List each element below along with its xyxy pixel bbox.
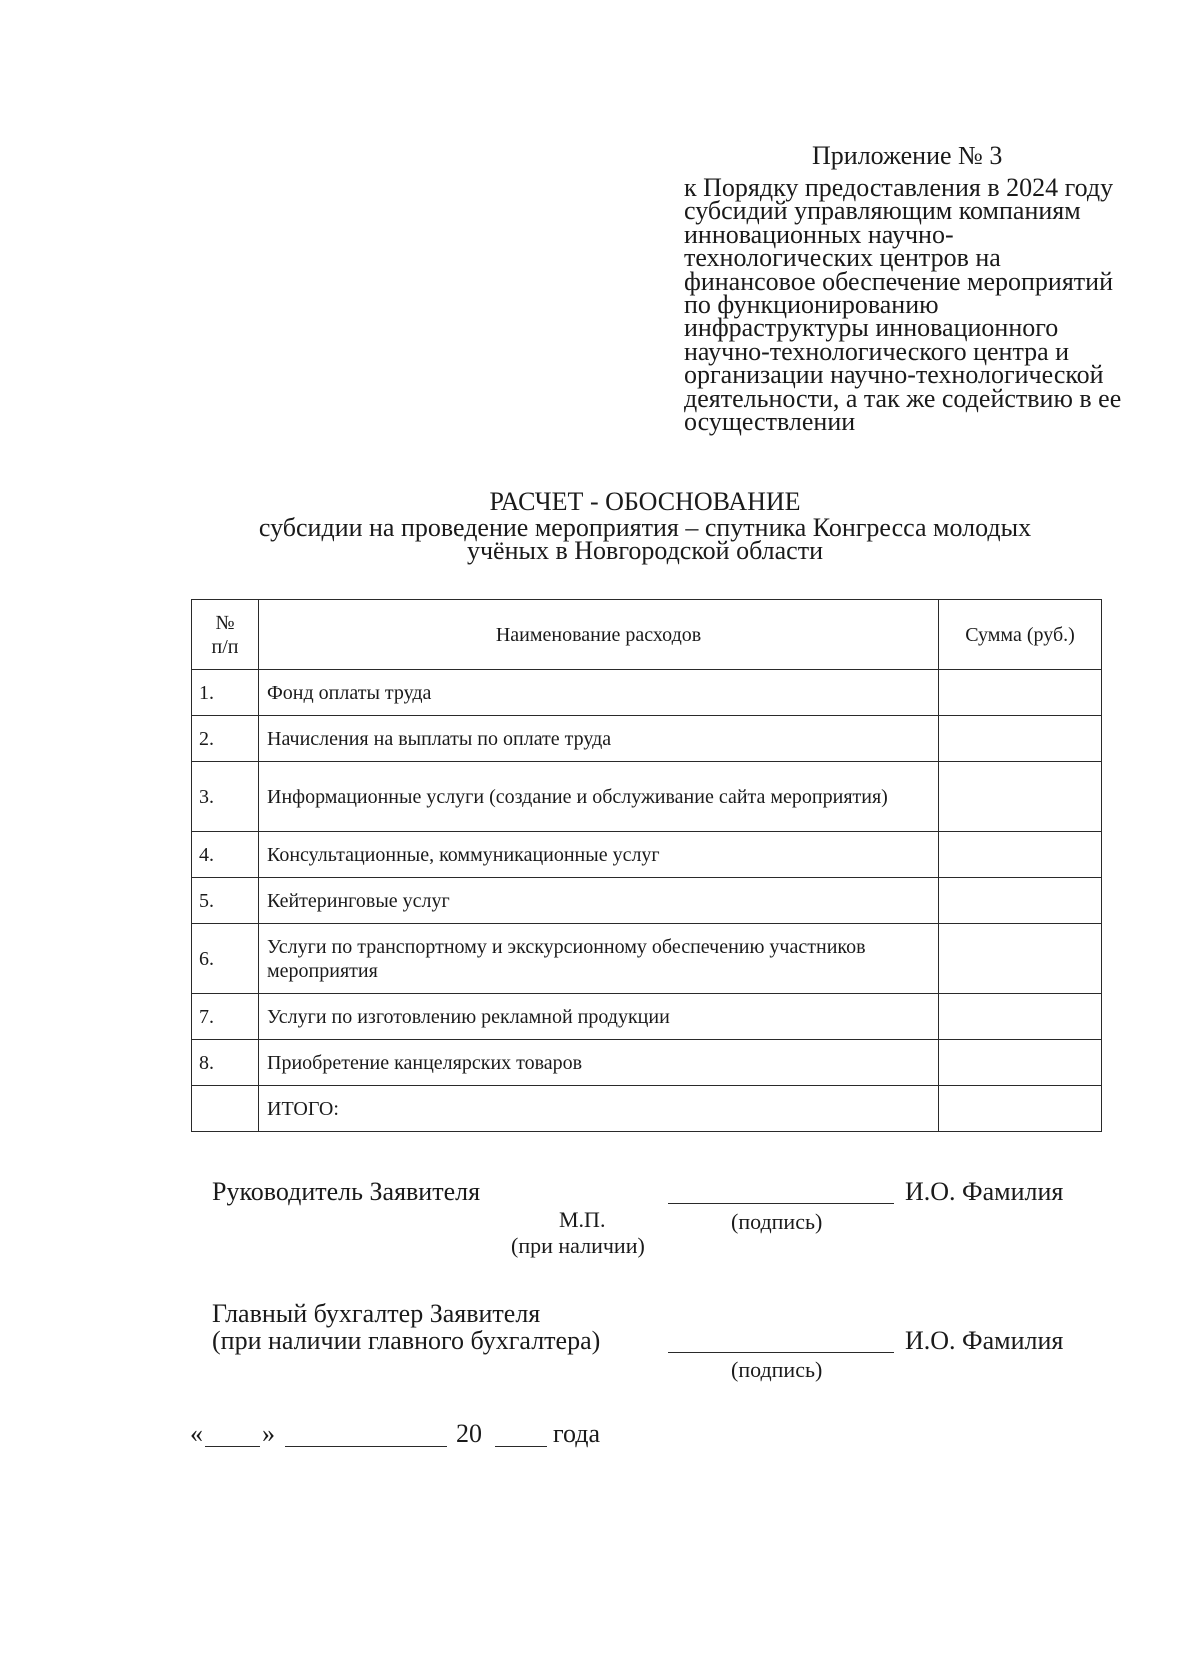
expense-sum — [939, 994, 1102, 1040]
appendix-line: технологических центров на — [684, 243, 1001, 273]
expense-table — [191, 599, 1102, 1132]
expense-sum — [939, 832, 1102, 878]
col-header-name: Наименование расходов — [259, 600, 939, 670]
accountant-label-note: (при наличии главного бухгалтера) — [212, 1326, 601, 1355]
date-month-line — [285, 1446, 447, 1447]
date-year-line — [495, 1446, 547, 1447]
row-number: 1. — [192, 670, 259, 716]
expense-name: Услуги по транспортному и экскурсионному обеспечению участников мероприятия — [259, 924, 939, 994]
appendix-line: финансовое обеспечение мероприятий — [684, 266, 1113, 296]
table-row — [192, 924, 1102, 994]
stamp-note: (при наличии) — [511, 1233, 645, 1258]
expense-name: Консультационные, коммуникационные услуг — [259, 832, 939, 878]
col-number-symbol: № — [215, 611, 235, 634]
accountant-name: И.О. Фамилия — [905, 1326, 1064, 1355]
expense-sum — [939, 878, 1102, 924]
col-number-abbrev: п/п — [211, 635, 239, 658]
appendix-description — [684, 173, 1164, 437]
row-number: 6. — [192, 924, 259, 994]
appendix-line: инфраструктуры инновационного — [684, 313, 1059, 343]
subtitle-line-2: учёных в Новгородской области — [466, 536, 823, 565]
appendix-line: по функционированию — [684, 290, 939, 320]
appendix-line: организации научно-технологической — [684, 360, 1104, 390]
row-number: 7. — [192, 994, 259, 1040]
document-subtitle — [230, 513, 1060, 565]
head-name: И.О. Фамилия — [905, 1177, 1064, 1206]
appendix-line: к Порядку предоставления в 2024 году — [684, 173, 1114, 202]
appendix-line: субсидий управляющим компаниям — [684, 196, 1081, 226]
row-number: 5. — [192, 878, 259, 924]
row-number — [192, 1086, 259, 1132]
expense-sum — [939, 1086, 1102, 1132]
date-open-quote: « — [190, 1419, 203, 1448]
expense-sum — [939, 1040, 1102, 1086]
expense-sum — [939, 716, 1102, 762]
table-total-row — [192, 1086, 1102, 1132]
accountant-signature-line — [668, 1352, 894, 1353]
date-century: 20 — [456, 1419, 482, 1448]
col-header-sum: Сумма (руб.) — [939, 600, 1102, 670]
row-number: 3. — [192, 762, 259, 832]
accountant-signature-caption: (подпись) — [731, 1357, 823, 1382]
head-signature-caption: (подпись) — [731, 1209, 823, 1234]
table-header-row — [192, 600, 1102, 670]
table-row — [192, 716, 1102, 762]
table-row — [192, 832, 1102, 878]
table-row — [192, 878, 1102, 924]
expense-name: Приобретение канцелярских товаров — [259, 1040, 939, 1086]
table-row — [192, 670, 1102, 716]
accountant-label: Главный бухгалтер Заявителя — [212, 1299, 541, 1328]
expense-sum — [939, 924, 1102, 994]
row-number: 2. — [192, 716, 259, 762]
head-label: Руководитель Заявителя — [212, 1177, 481, 1206]
expense-sum — [939, 762, 1102, 832]
appendix-line: научно-технологического центра и — [684, 336, 1070, 366]
date-close-quote: » — [262, 1419, 275, 1448]
appendix-line: осуществлении — [684, 407, 856, 437]
appendix-line: инновационных научно- — [684, 219, 954, 249]
expense-name: Фонд оплаты труда — [259, 670, 939, 716]
row-number: 4. — [192, 832, 259, 878]
appendix-line: деятельности, а так же содействию в ее — [684, 383, 1122, 413]
row-number: 8. — [192, 1040, 259, 1086]
expense-name: Информационные услуги (создание и обслуживание сайта мероприятия) — [259, 762, 939, 832]
date-day-line — [205, 1446, 260, 1447]
expense-name: ИТОГО: — [259, 1086, 939, 1132]
head-signature-line — [668, 1203, 894, 1204]
expense-sum — [939, 670, 1102, 716]
expense-name: Услуги по изготовлению рекламной продукции — [259, 994, 939, 1040]
table-row — [192, 1040, 1102, 1086]
date-year-word: года — [553, 1419, 601, 1448]
expense-name: Кейтеринговые услуг — [259, 878, 939, 924]
col-header-number — [192, 600, 259, 670]
table-row — [192, 762, 1102, 832]
appendix-title: Приложение № 3 — [812, 141, 1003, 170]
table-row — [192, 994, 1102, 1040]
expense-name: Начисления на выплаты по оплате труда — [259, 716, 939, 762]
subtitle-line-1: субсидии на проведение мероприятия – спутника Конгресса молодых — [258, 513, 1032, 542]
document-title: РАСЧЕТ - ОБОСНОВАНИЕ — [489, 487, 801, 516]
stamp-label: М.П. — [559, 1207, 606, 1232]
